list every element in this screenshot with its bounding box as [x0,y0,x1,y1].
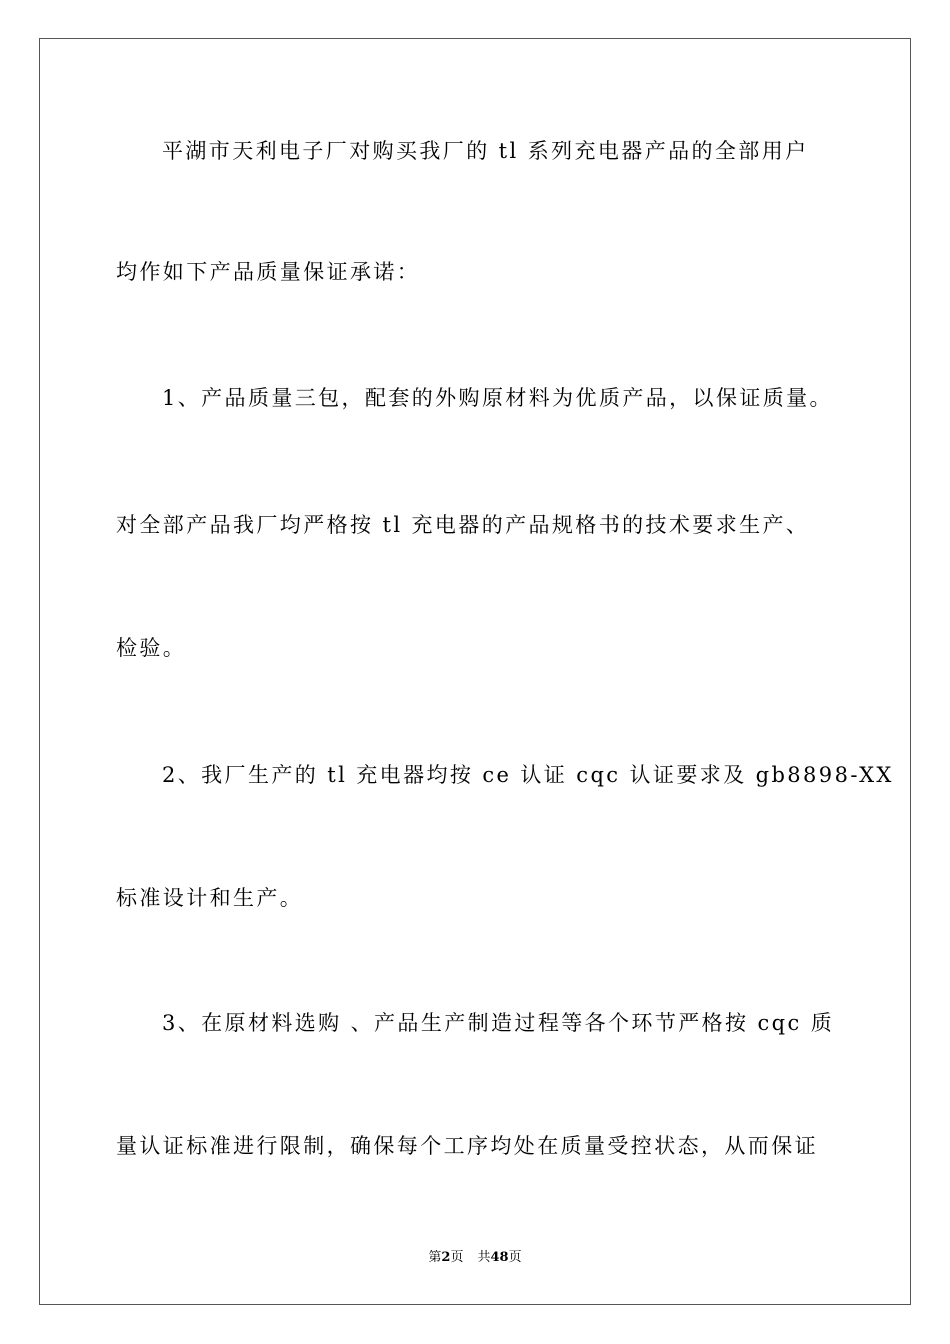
paragraph-line-6: 2、我厂生产的 tl 充电器均按 ce 认证 cqc 认证要求及 gb8898-XX [162,763,894,787]
footer-page-suffix: 页 [450,1250,464,1265]
paragraph-line-9: 量认证标准进行限制，确保每个工序均处在质量受控状态，从而保证 [116,1134,818,1158]
page-footer [0,1246,950,1265]
footer-total-prefix: 共 [477,1250,491,1265]
paragraph-line-5: 检验。 [116,636,187,660]
paragraph-line-1: 平湖市天利电子厂对购买我厂的 tl 系列充电器产品的全部用户 [162,139,809,163]
footer-total-number: 48 [490,1250,509,1265]
footer-page-number: 2 [441,1250,451,1265]
paragraph-line-3: 1、产品质量三包，配套的外购原材料为优质产品，以保证质量。 [162,386,833,410]
paragraph-line-8: 3、在原材料选购 、产品生产制造过程等各个环节严格按 cqc 质 [162,1011,835,1035]
footer-total-suffix: 页 [508,1250,522,1265]
footer-page-prefix: 第 [428,1250,442,1265]
page-border [39,38,911,1305]
paragraph-line-2: 均作如下产品质量保证承诺： [116,260,421,284]
paragraph-line-7: 标准设计和生产。 [116,886,304,910]
paragraph-line-4: 对全部产品我厂均严格按 tl 充电器的产品规格书的技术要求生产、 [116,513,810,537]
